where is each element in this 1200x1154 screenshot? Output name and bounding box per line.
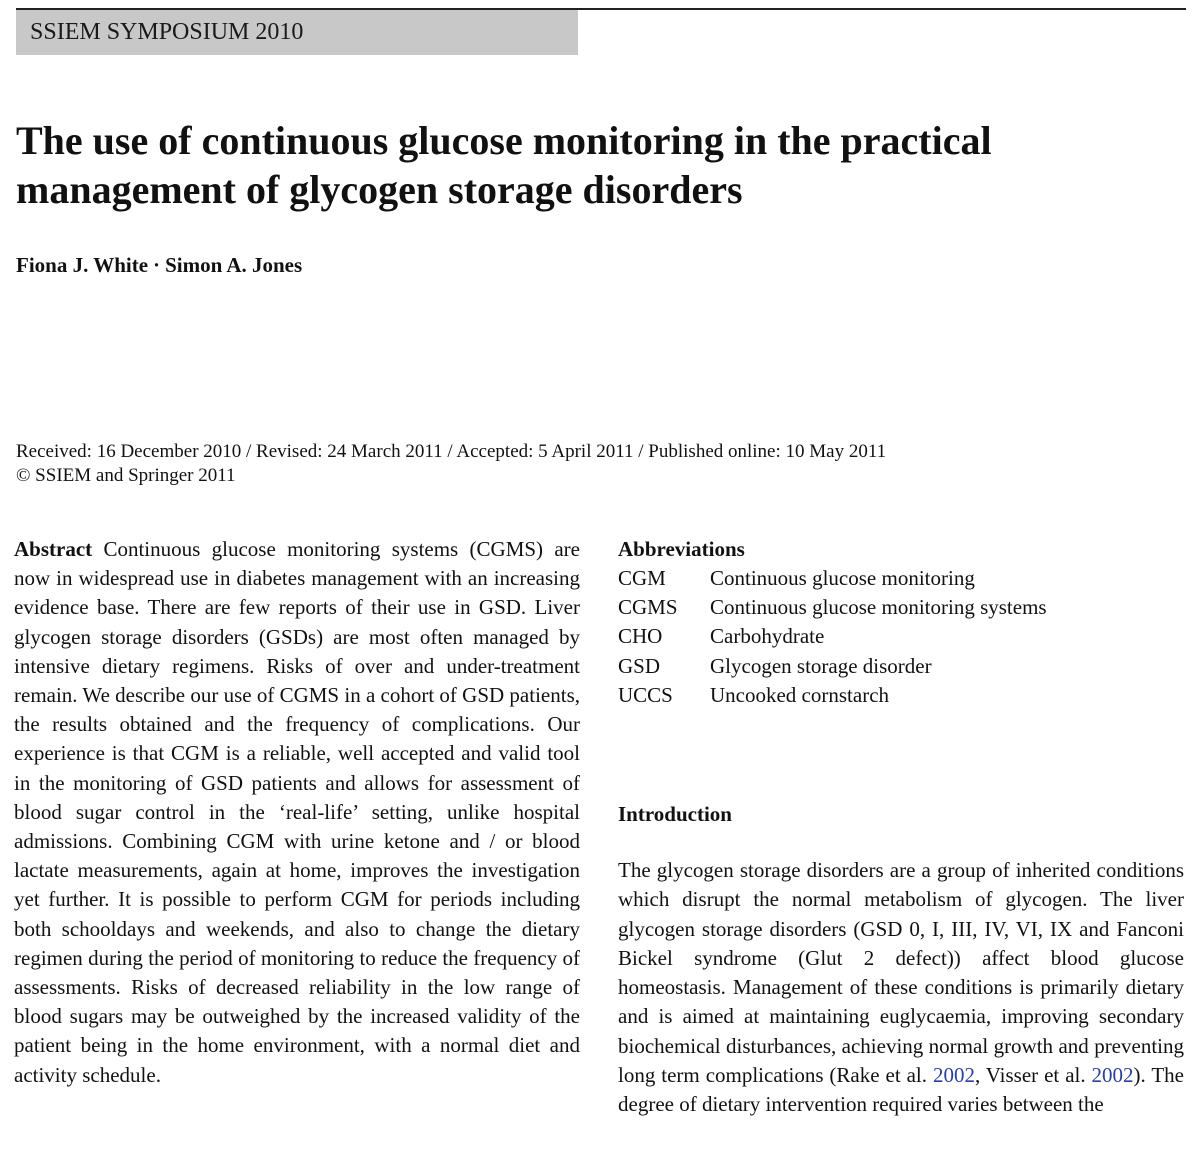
abstract-heading: Abstract	[14, 537, 93, 561]
citation-link[interactable]: 2002	[1091, 1063, 1134, 1088]
abbreviation-meaning: Continuous glucose monitoring	[710, 566, 975, 590]
introduction-paragraph	[618, 856, 1184, 1120]
history-dates: Received: 16 December 2010 / Revised: 24 March 2011 / Accepted: 5 April 2011 / Published online: 10 May 2011	[16, 441, 887, 462]
introduction-text: , Visser et al.	[974, 1063, 1092, 1088]
introduction-heading: Introduction	[618, 802, 732, 826]
abbreviation-term: CHO	[618, 624, 663, 649]
abbreviation-row	[618, 681, 1184, 710]
abbreviation-row	[618, 652, 1184, 681]
abstract-body: Continuous glucose monitoring systems (CGMS) are now in widespread use in diabetes management with an increasing evidence base. There are few reports of their use in GSD. Liver glycogen storage disorders (GSDs) are most often managed by intensive dietary regimens. Risks of over and under-treatment remain. We describe our use of CGMS in a cohort of GSD patients, the results obtained and the frequency of complications. Our experience is that CGM is a reliable, well accepted and valid tool in the monitoring of GSD patients and allows for assessment of blood sugar control in the ‘real-life’ setting, unlike hospital admissions. Combining CGM with urine ketone and / or blood lactate measurements, again at home, improves the investigation yet further. It is possible to perform CGM for periods including both schooldays and weekends, and also to change the dietary regimen during the period of monitoring to reduce the frequency of assessments. Risks of decreased reliability in the low range of blood sugars may be outweighed by the increased validity of the patient being in the home environment, with a normal diet and activity schedule.	[14, 537, 580, 1087]
abbreviation-term: CGM	[618, 566, 666, 590]
article-title	[16, 116, 1176, 214]
abbreviation-row	[618, 622, 1184, 651]
author-name: Simon A. Jones	[165, 253, 303, 277]
abbreviation-term: GSD	[618, 653, 661, 678]
abbreviation-meaning: Continuous glucose monitoring systems	[710, 595, 1047, 620]
author-name: Fiona J. White	[16, 253, 149, 277]
author-list	[16, 252, 302, 278]
copyright-notice: © SSIEM and Springer 2011	[16, 465, 236, 486]
publication-dates	[16, 440, 1176, 488]
introduction-text: ). The degree of dietary intervention required varies between the	[618, 1063, 1184, 1117]
author-separator: ·	[153, 253, 161, 277]
abbreviation-meaning: Uncooked cornstarch	[710, 682, 890, 707]
abbreviation-meaning: Glycogen storage disorder	[710, 653, 932, 678]
abbreviations-section	[618, 535, 1184, 710]
abbreviation-meaning: Carbohydrate	[710, 624, 825, 649]
abbreviation-row	[618, 564, 1184, 593]
citation-link[interactable]: 2002	[932, 1063, 975, 1088]
title-line-1: The use of continuous glucose monitoring in the practical	[16, 118, 992, 163]
section-label: SSIEM SYMPOSIUM 2010	[16, 10, 578, 55]
title-line-2: management of glycogen storage disorders	[16, 167, 743, 212]
abbreviation-term: CGMS	[618, 595, 678, 620]
abstract-section	[14, 535, 580, 1090]
abbreviations-heading: Abbreviations	[618, 537, 745, 561]
abstract-paragraph	[14, 535, 580, 1090]
introduction-text: The glycogen storage disorders are a group of inherited conditions which disrupt the normal metabolism of glycogen. The liver glycogen storage disorders (GSD 0, I, III, IV, VI, IX and Fanconi Bickel syndrome (Glut 2 defect)) affect blood glucose homeostasis. Management of these conditions is primarily dietary and is aimed at maintaining euglycaemia, improving secondary biochemical disturbances, achieving normal growth and preventing long term complications (Rake et al.	[618, 858, 1184, 1088]
abbreviation-row	[618, 593, 1184, 622]
abbreviation-term: UCCS	[618, 682, 673, 707]
